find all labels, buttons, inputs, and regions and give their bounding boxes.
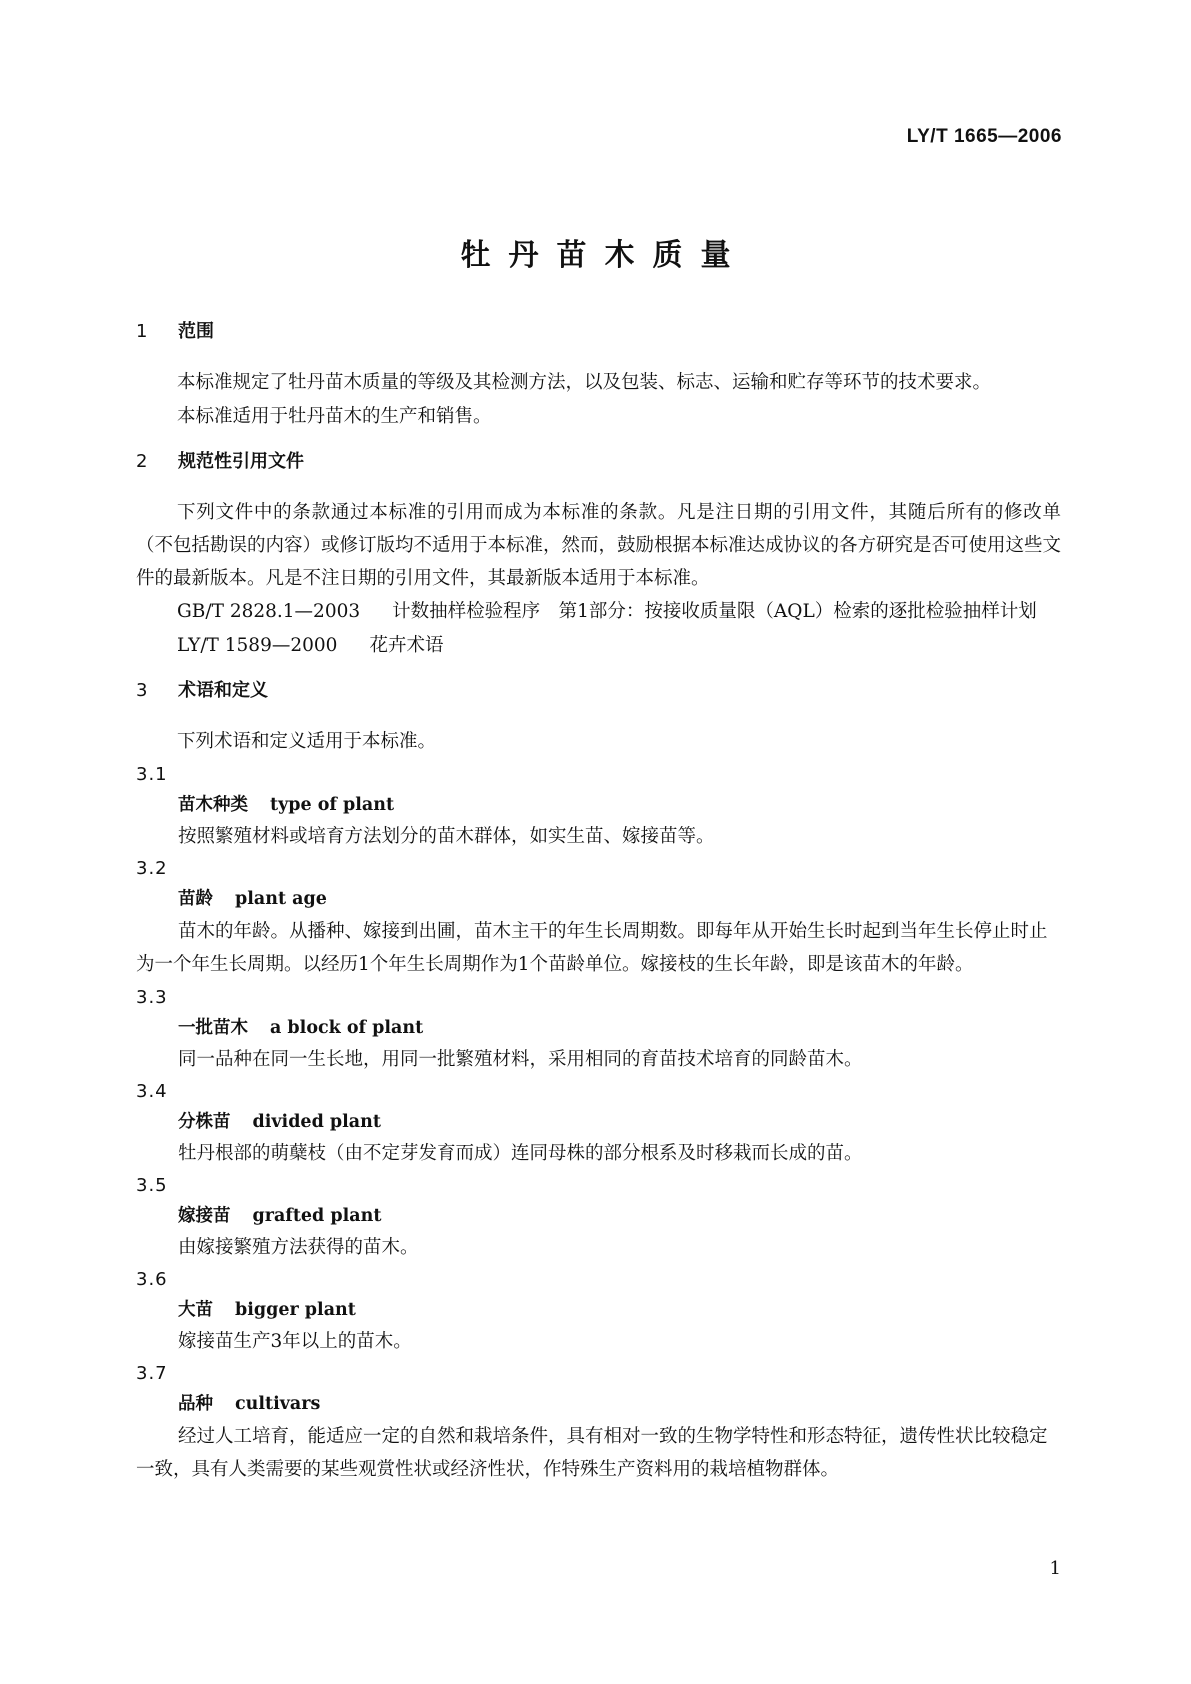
paragraph: 下列术语和定义适用于本标准。: [177, 731, 437, 752]
term-number: 3.5: [136, 1175, 168, 1196]
term-definition: 按照繁殖材料或培育方法划分的苗木群体，如实生苗、嫁接苗等。: [178, 826, 715, 847]
term-number: 3.6: [136, 1269, 168, 1290]
term-entry: [136, 853, 1061, 981]
reference-title: 花卉术语: [369, 635, 444, 656]
term-entry: [136, 1076, 1061, 1169]
term-entry: [136, 1170, 1061, 1263]
term-number: 3.2: [136, 858, 168, 879]
term-name: [136, 1295, 1061, 1326]
paragraph: 本标准规定了牡丹苗木质量的等级及其检测方法，以及包装、标志、运输和贮存等环节的技术要求。: [177, 372, 992, 393]
term-en: grafted plant: [252, 1206, 382, 1226]
section-number: 1: [136, 321, 148, 342]
paragraph: 本标准适用于牡丹苗木的生产和销售。: [177, 406, 492, 427]
section-title: 范围: [178, 321, 214, 342]
term-entry: [136, 759, 1061, 852]
document-title: 牡丹苗木质量: [460, 238, 749, 273]
page-number: 1: [1049, 1558, 1061, 1579]
term-definition: 嫁接苗生产3年以上的苗木。: [178, 1331, 412, 1352]
term-zh: 苗龄: [178, 889, 213, 909]
term-definition: 经过人工培育，能适应一定的自然和栽培条件，具有相对一致的生物学特性和形态特征，遗传性状比较稳定一致，具有人类需要的某些观赏性状或经济性状，作特殊生产资料用的栽培植物群体。: [136, 1426, 1048, 1480]
term-number: 3.7: [136, 1363, 168, 1384]
term-zh: 苗木种类: [178, 795, 248, 815]
term-en: plant age: [235, 889, 327, 909]
term-zh: 一批苗木: [178, 1018, 248, 1038]
term-number: 3.3: [136, 987, 168, 1008]
section-number: 3: [136, 680, 148, 701]
term-en: cultivars: [235, 1394, 321, 1414]
reference-code: LY/T 1589—2000: [177, 635, 338, 656]
term-number: 3.1: [136, 764, 168, 785]
reference-code: GB/T 2828.1—2003: [177, 601, 361, 622]
term-name: [136, 1013, 1061, 1044]
reference-title: 计数抽样检验程序 第1部分：按接收质量限（AQL）检索的逐批检验抽样计划: [392, 601, 1037, 622]
section-heading-terms: [136, 679, 1061, 703]
term-zh: 嫁接苗: [178, 1206, 231, 1226]
reference-item: [136, 629, 1061, 663]
term-zh: 品种: [178, 1394, 213, 1414]
term-name: [136, 1389, 1061, 1420]
term-en: type of plant: [270, 795, 395, 815]
term-definition: 同一品种在同一生长地，用同一批繁殖材料，采用相同的育苗技术培育的同龄苗木。: [178, 1049, 863, 1070]
term-name: [136, 790, 1061, 821]
section-heading-references: [136, 450, 1061, 474]
section-heading-scope: [136, 320, 1061, 344]
term-en: divided plant: [252, 1112, 381, 1132]
term-entry: [136, 1358, 1061, 1486]
term-name: [136, 1201, 1061, 1232]
section-number: 2: [136, 451, 148, 472]
term-zh: 分株苗: [178, 1112, 231, 1132]
term-entry: [136, 1264, 1061, 1357]
term-zh: 大苗: [178, 1300, 213, 1320]
term-definition: 牡丹根部的萌蘖枝（由不定芽发育而成）连同母株的部分根系及时移栽而长成的苗。: [178, 1143, 863, 1164]
document-body: [136, 320, 1061, 1487]
section-title: 术语和定义: [178, 680, 268, 701]
reference-item: [136, 595, 1061, 629]
term-definition: 苗木的年龄。从播种、嫁接到出圃，苗木主干的年生长周期数。即每年从开始生长时起到当年生长停止时止为一个年生长周期。以经历1个年生长周期作为1个苗龄单位。嫁接枝的生长年龄，即是该苗木的年龄。: [136, 921, 1048, 975]
term-en: bigger plant: [235, 1300, 356, 1320]
term-definition: 由嫁接繁殖方法获得的苗木。: [178, 1237, 419, 1258]
section-title: 规范性引用文件: [178, 451, 304, 472]
term-en: a block of plant: [270, 1018, 424, 1038]
paragraph: 下列文件中的条款通过本标准的引用而成为本标准的条款。凡是注日期的引用文件，其随后所有的修改单（不包括勘误的内容）或修订版均不适用于本标准，然而，鼓励根据本标准达成协议的各方研究是否可使用这些文件的最新版本。凡是不注日期的引用文件，其最新版本适用于本标准。: [136, 502, 1062, 589]
standard-code: LY/T 1665—2006: [906, 126, 1062, 147]
term-name: [136, 884, 1061, 915]
term-entry: [136, 982, 1061, 1075]
term-number: 3.4: [136, 1081, 168, 1102]
term-name: [136, 1107, 1061, 1138]
